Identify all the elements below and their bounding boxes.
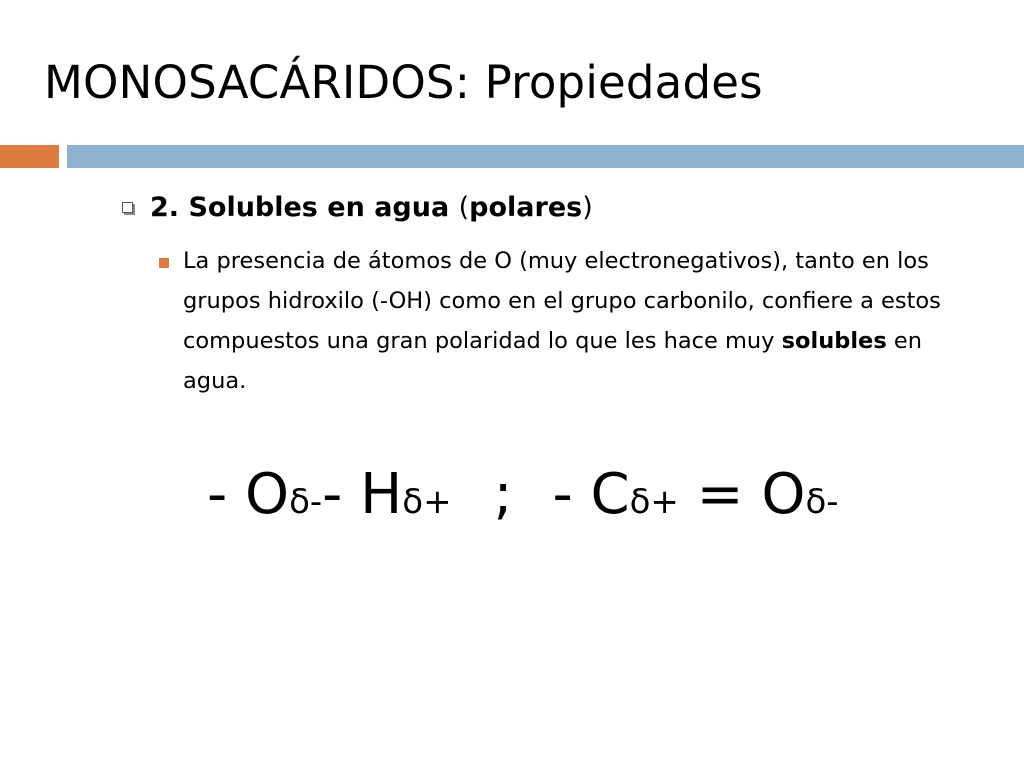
title-rule-accent: [0, 145, 59, 168]
checkbox-square-icon: [122, 202, 133, 213]
slide-title: MONOSACÁRIDOS: Propiedades: [44, 56, 763, 109]
paren-close: ): [582, 192, 593, 223]
carbonyl-double-bond-o: = O: [678, 462, 806, 527]
bullet-level1-paren-word: polares: [469, 192, 583, 223]
title-rule-bar: [67, 145, 1024, 168]
hydroxyl-h: - H: [322, 462, 403, 527]
bullet-level2-text-before: La presencia de átomos de O (muy electronegativos), tanto en los grupos hidroxilo (-OH) como en el grupo carbonilo, confiere a estos compuestos una gran polaridad lo que les hace muy: [183, 248, 941, 354]
bullet-level2-text: [183, 241, 973, 401]
paren-open: (: [458, 192, 470, 223]
hydroxyl-o: - O: [207, 462, 290, 527]
bullet-level2: [159, 245, 979, 401]
square-bullet-icon: [159, 258, 169, 268]
bullet-level1: [122, 192, 593, 223]
bullet-level1-bold: 2. Solubles en agua: [150, 192, 459, 223]
bullet-level2-bold-word: solubles: [781, 328, 887, 354]
bullet-level2-text-after: en agua.: [183, 328, 922, 394]
bullet-level1-text: [150, 192, 593, 223]
formula-separator: ;: [493, 462, 513, 527]
polarity-formula: - O δ- - H δ+ ; - C δ+ = O δ-: [207, 462, 839, 527]
carbonyl-c: - C: [552, 462, 630, 527]
